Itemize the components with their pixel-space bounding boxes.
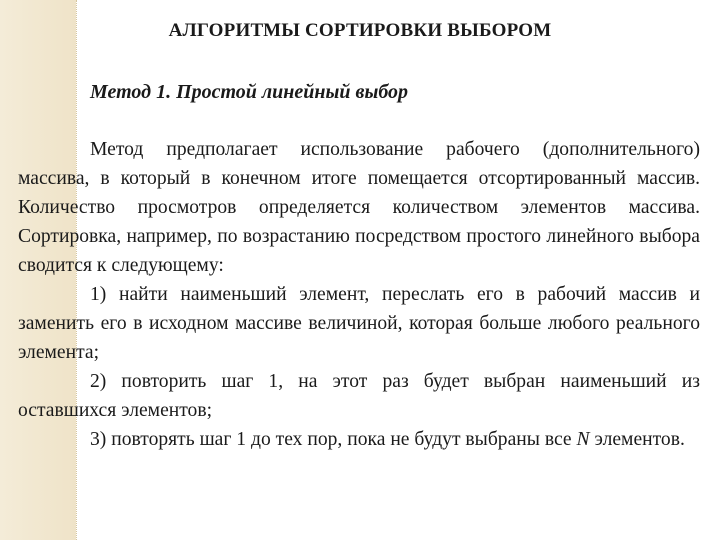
variable-n: N [576, 429, 590, 450]
slide-title: АЛГОРИТМЫ СОРТИРОВКИ ВЫБОРОМ [168, 20, 552, 41]
intro-paragraph: Метод предполагает использование рабочего (дополнительного) массива, в который в конечном итоге помещается отсортированный массив. Количество просмотров определяется количеством элементов массива. Сортировка, например, по возрастанию посредством простого линейного выбора сводится к следующему: [18, 139, 700, 276]
method-subtitle: Метод 1. Простой линейный выбор [90, 81, 409, 103]
step-3 [18, 425, 700, 454]
step-3-tail: элементов. [594, 429, 685, 450]
slide-body [18, 135, 700, 454]
step-1: 1) найти наименьший элемент, переслать его в рабочий массив и заменить его в исходном массиве величиной, которая больше любого реального элемента; [18, 284, 700, 363]
step-3-text: 3) повторять шаг 1 до тех пор, пока не будут выбраны все [90, 429, 572, 450]
step-2: 2) повторить шаг 1, на этот раз будет выбран наименьший из оставшихся элементов; [18, 371, 700, 421]
